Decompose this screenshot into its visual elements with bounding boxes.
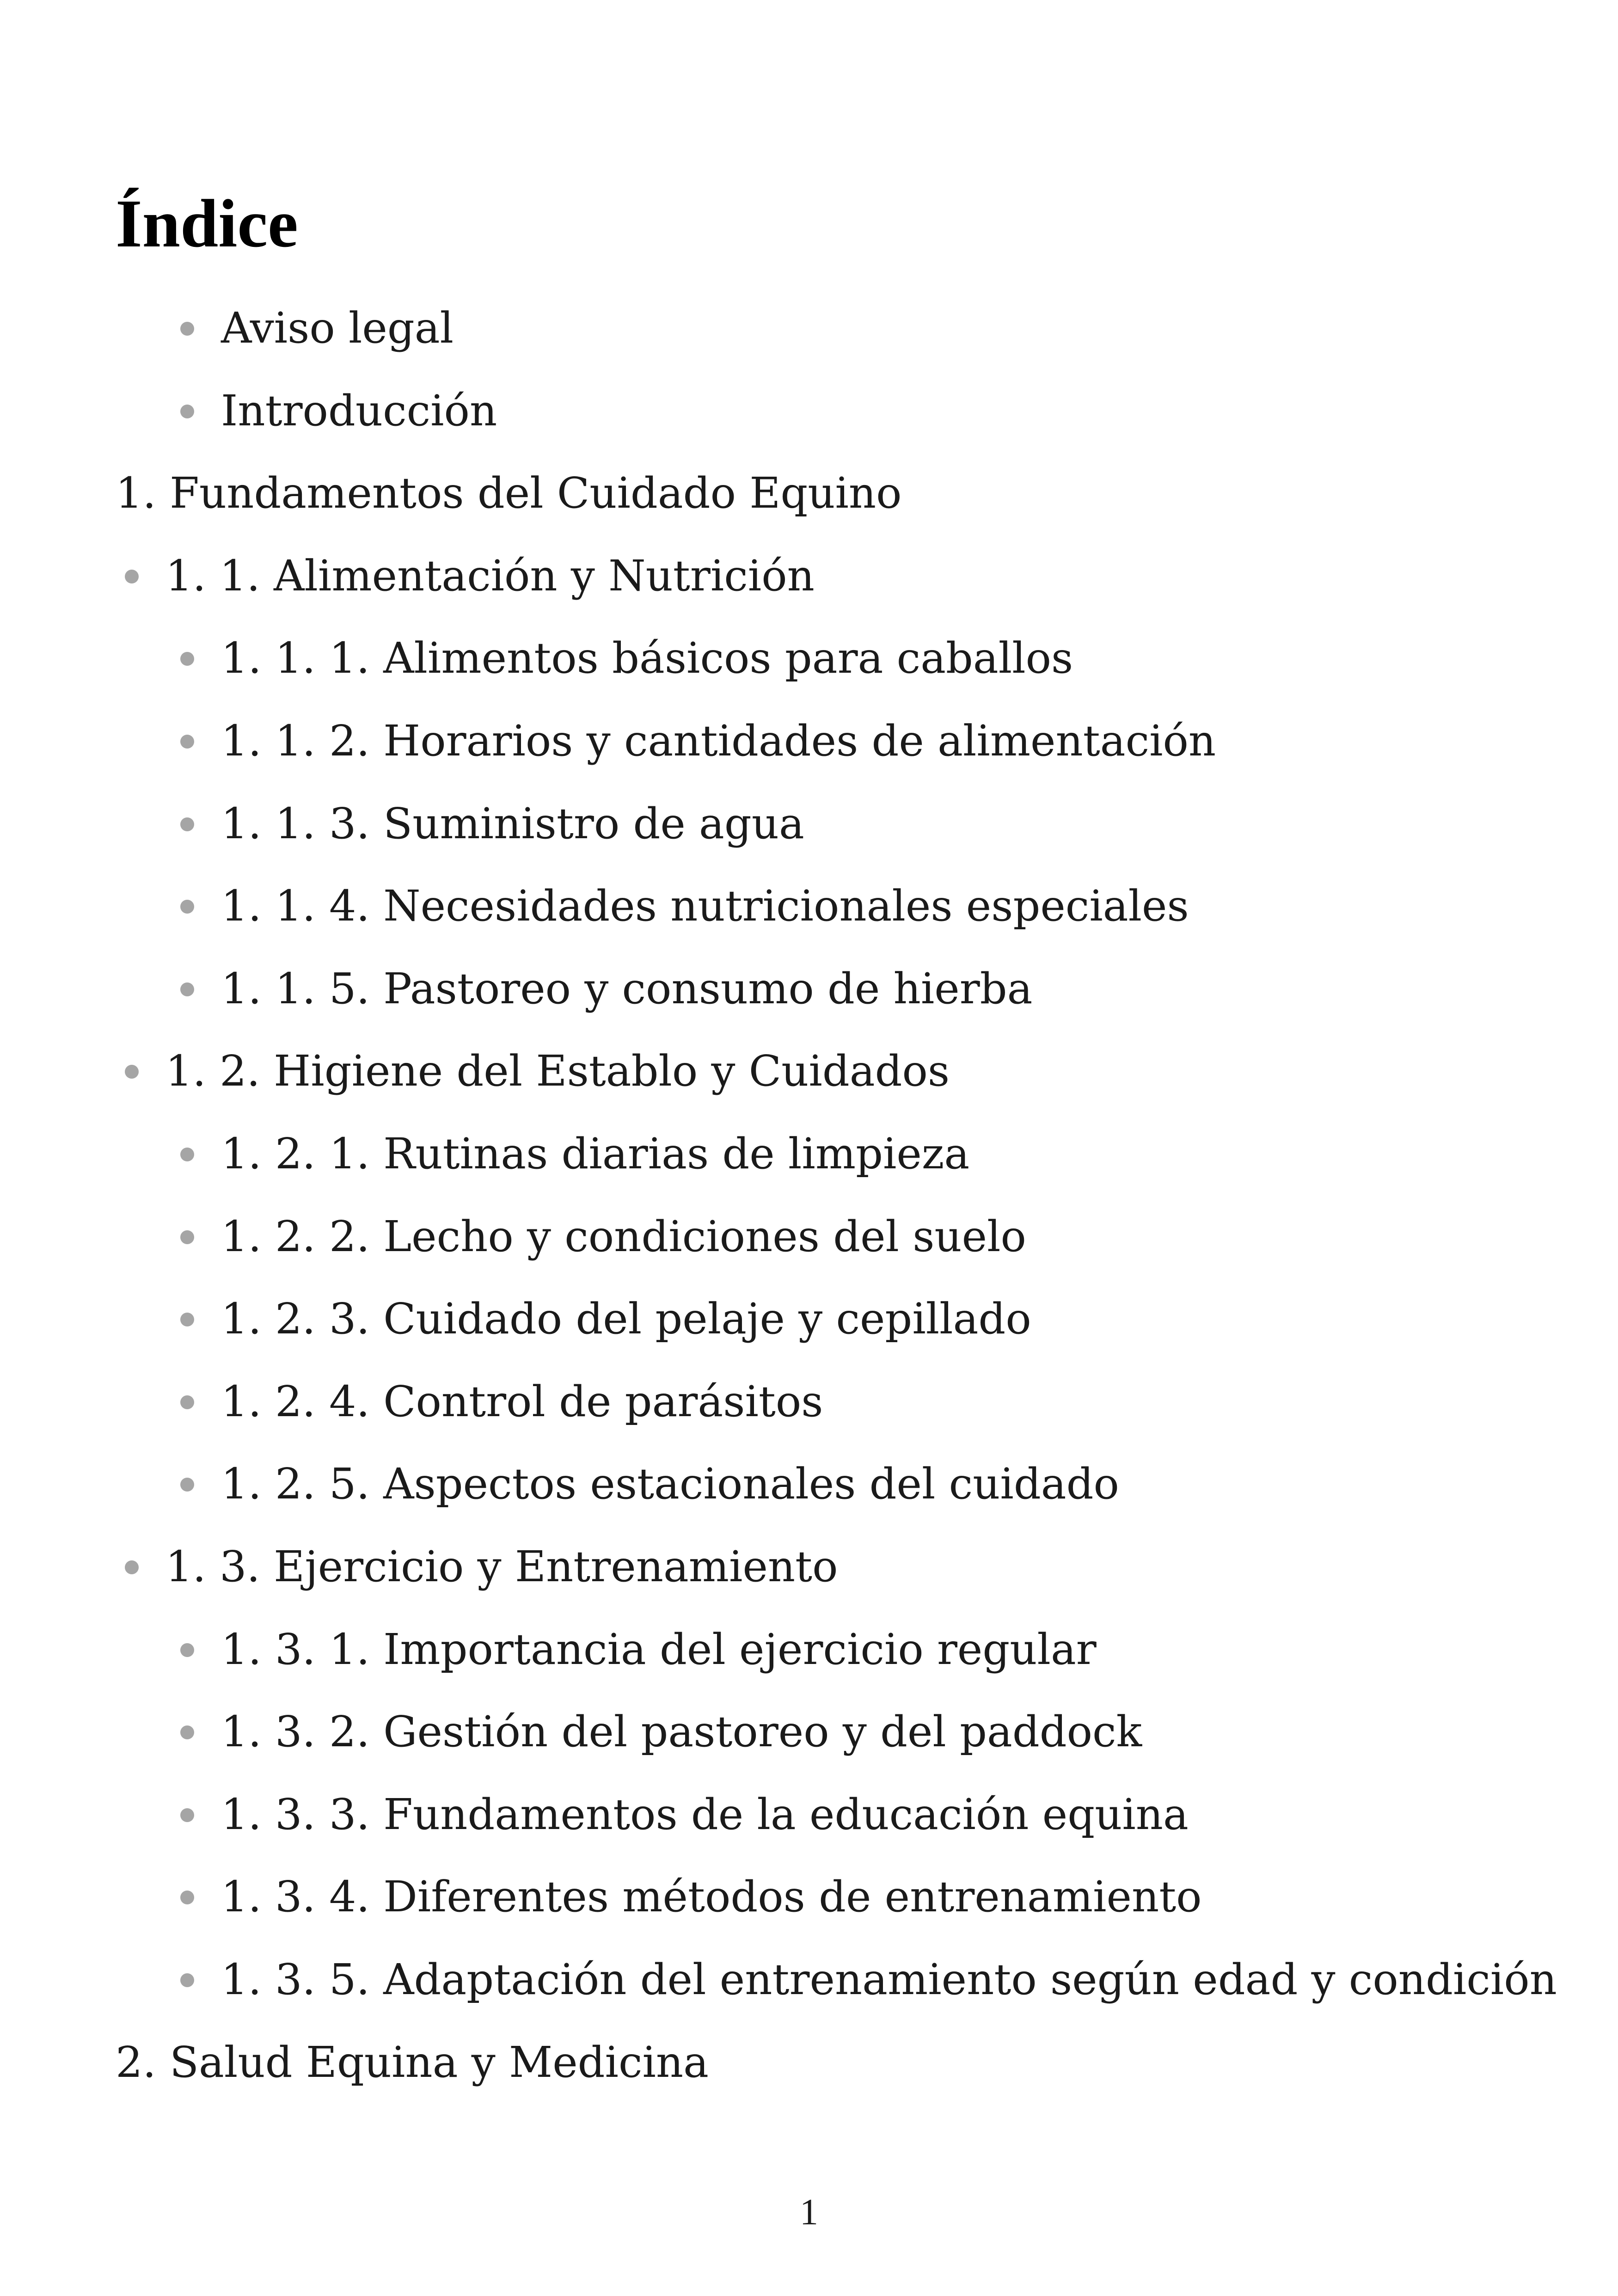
toc-entry[interactable] — [180, 1360, 823, 1443]
bullet-icon — [180, 1973, 194, 1987]
toc-entry-label: 1. 2. 1. Rutinas diarias de limpieza — [221, 1129, 970, 1179]
toc-entry[interactable] — [180, 617, 1073, 700]
toc-entry-label: 1. 2. Higiene del Establo y Cuidados — [165, 1046, 950, 1096]
toc-entry-label: 1. 1. 1. Alimentos básicos para caballos — [221, 633, 1073, 683]
toc-entry-label: 1. 3. 1. Importancia del ejercicio regular — [221, 1624, 1097, 1674]
toc-entry[interactable] — [125, 1525, 838, 1608]
toc-entry[interactable] — [180, 369, 497, 453]
bullet-icon — [180, 1891, 194, 1904]
bullet-icon — [180, 1478, 194, 1492]
toc-entry[interactable] — [180, 1443, 1119, 1526]
toc-entry[interactable] — [180, 947, 1032, 1031]
toc-entry-label: 1. 2. 2. Lecho y condiciones del suelo — [221, 1211, 1026, 1261]
toc-entry-label: 1. 3. 5. Adaptación del entrenamiento según edad y condición — [221, 1955, 1557, 2004]
toc-entry-label: 1. 2. 5. Aspectos estacionales del cuidado — [221, 1459, 1119, 1509]
toc-entry-label: 2. Salud Equina y Medicina — [116, 2037, 709, 2087]
toc-entry[interactable] — [180, 1773, 1189, 1856]
toc-entry[interactable] — [180, 1112, 969, 1196]
toc-entry-label: Introducción — [221, 386, 497, 436]
bullet-icon — [180, 735, 194, 749]
toc-entry[interactable] — [180, 1855, 1202, 1939]
bullet-icon — [180, 1230, 194, 1244]
bullet-icon — [180, 1808, 194, 1822]
toc-entry-label: 1. 2. 3. Cuidado del pelaje y cepillado — [221, 1294, 1031, 1344]
bullet-icon — [180, 1725, 194, 1739]
bullet-icon — [125, 570, 139, 583]
toc-entry-label: 1. 1. 4. Necesidades nutricionales especiales — [221, 881, 1189, 931]
bullet-icon — [180, 1148, 194, 1161]
toc-entry-label: 1. 1. Alimentación y Nutrición — [165, 551, 815, 601]
toc-entry[interactable] — [116, 2021, 709, 2104]
bullet-icon — [180, 652, 194, 666]
toc-entry[interactable] — [180, 1690, 1142, 1774]
bullet-icon — [180, 1313, 194, 1326]
bullet-icon — [180, 1643, 194, 1657]
toc-entry-label: Aviso legal — [221, 303, 454, 353]
toc-entry-label: 1. 2. 4. Control de parásitos — [221, 1376, 823, 1426]
page-number: 1 — [800, 2192, 818, 2233]
toc-entry[interactable] — [180, 865, 1189, 948]
toc-entry[interactable] — [125, 1030, 950, 1113]
toc-entry[interactable] — [116, 452, 902, 535]
page-title: Índice — [116, 186, 298, 262]
toc-entry[interactable] — [180, 1608, 1097, 1691]
toc-entry-label: 1. Fundamentos del Cuidado Equino — [116, 468, 902, 518]
bullet-icon — [125, 1065, 139, 1079]
toc-entry[interactable] — [180, 1938, 1557, 2021]
toc-entry[interactable] — [180, 782, 804, 866]
bullet-icon — [180, 405, 194, 418]
toc-entry[interactable] — [125, 534, 815, 618]
toc-entry[interactable] — [180, 287, 454, 370]
toc-entry-label: 1. 1. 2. Horarios y cantidades de alimentación — [221, 716, 1216, 766]
toc-entry[interactable] — [180, 1195, 1026, 1278]
toc-entry-label: 1. 3. Ejercicio y Entrenamiento — [165, 1542, 838, 1591]
bullet-icon — [180, 900, 194, 914]
toc-entry-label: 1. 3. 2. Gestión del pastoreo y del paddock — [221, 1707, 1142, 1757]
bullet-icon — [180, 982, 194, 996]
toc-entry[interactable] — [180, 700, 1216, 783]
bullet-icon — [180, 1395, 194, 1409]
toc-entry-label: 1. 3. 4. Diferentes métodos de entrenamiento — [221, 1872, 1202, 1922]
toc-entry-label: 1. 3. 3. Fundamentos de la educación equina — [221, 1789, 1189, 1839]
toc-entry-label: 1. 1. 5. Pastoreo y consumo de hierba — [221, 964, 1033, 1013]
toc-entry-label: 1. 1. 3. Suministro de agua — [221, 798, 804, 848]
bullet-icon — [180, 322, 194, 336]
bullet-icon — [125, 1560, 139, 1574]
toc-entry[interactable] — [180, 1277, 1031, 1361]
bullet-icon — [180, 817, 194, 831]
